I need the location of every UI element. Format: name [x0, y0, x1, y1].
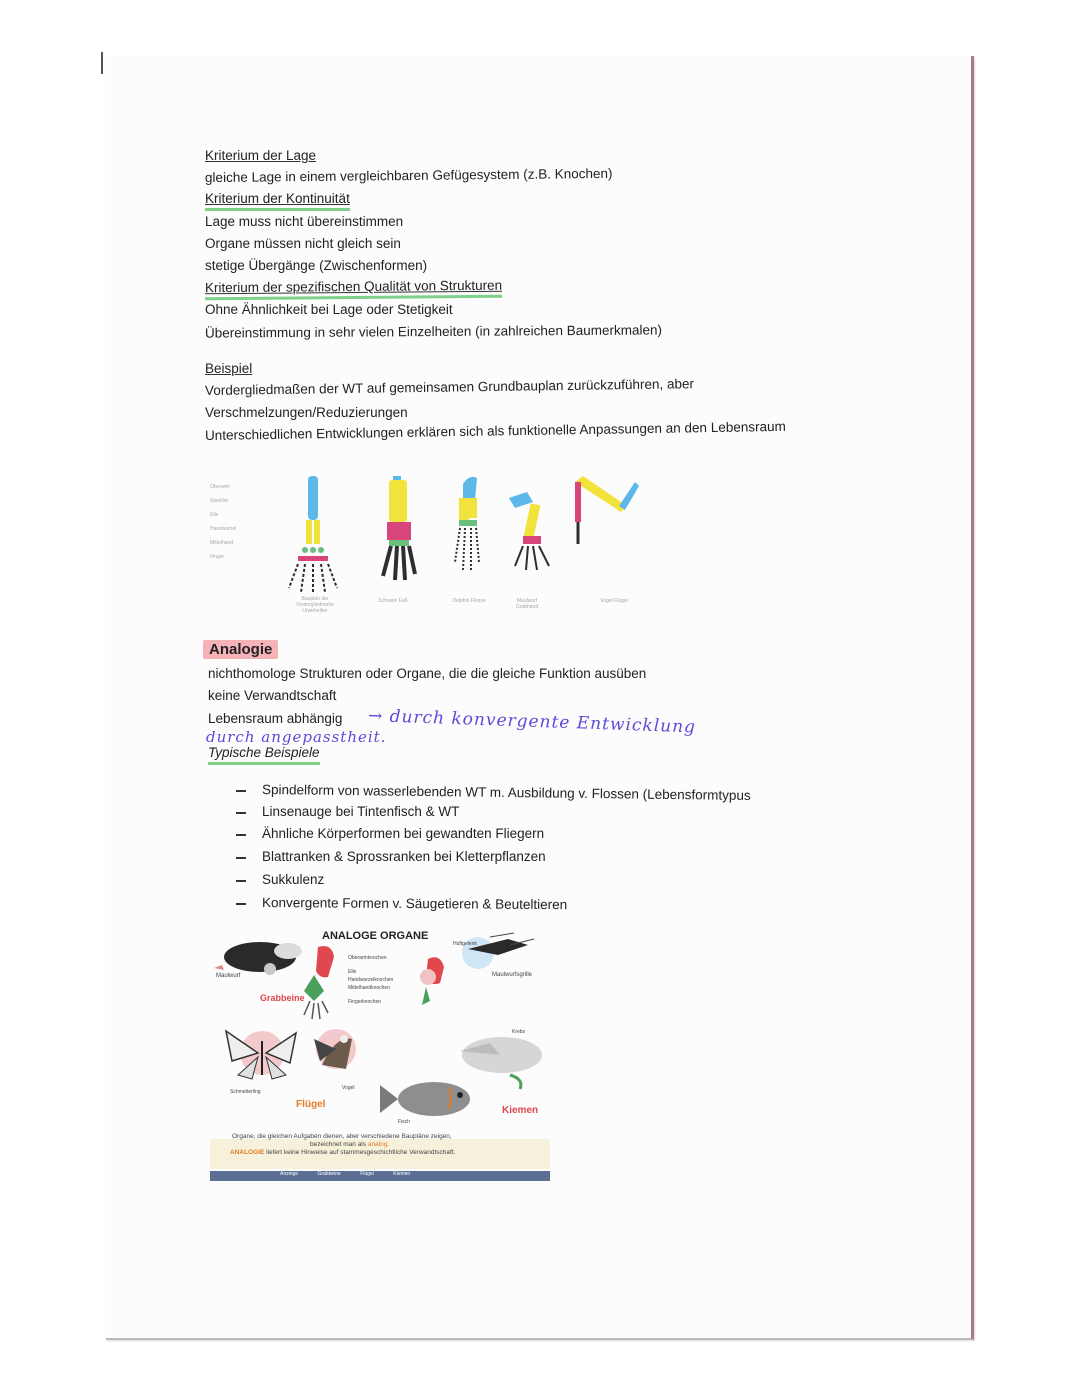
list-item: Konvergente Formen v. Säugetieren & Beuteltieren: [261, 895, 568, 913]
text-lage-desc: gleiche Lage in einem vergleichbaren Gefügesystem (z.B. Knochen): [204, 165, 613, 186]
text-analogie-1: nichthomologe Strukturen oder Organe, die die gleiche Funktion ausüben: [208, 666, 647, 681]
legend-handwurzel: Handwurzel: [210, 526, 237, 532]
limb-vogel: [575, 476, 639, 544]
fisch-drawing: [380, 1082, 470, 1116]
label-mittelhandknochen: Mittelhandknochen: [348, 985, 390, 991]
heading-beispiel: Beispiel: [205, 361, 253, 376]
text-beispiel-3: Unterschiedlichen Entwicklungen erklären sich als funktionelle Anpassungen an den Lebensraum: [204, 418, 786, 443]
label-maulwurf: Maulwurf: [216, 973, 241, 979]
label-fingerknochen: Fingerknochen: [348, 999, 382, 1005]
text-beispiel-2: Verschmelzungen/Reduzierungen: [205, 405, 408, 420]
nav-grabbeine-button[interactable]: Grabbeine: [317, 1171, 341, 1177]
organ-nav-bar: [280, 1171, 410, 1177]
legend-oberarm: Oberarm: [210, 484, 230, 490]
organ-caption-line3: [230, 1149, 455, 1156]
label-huftgelenk: Hüftgelenk: [453, 941, 477, 947]
schmetterling-drawing: [226, 1031, 296, 1079]
text-analogie-2: keine Verwandtschaft: [208, 688, 337, 703]
text-kont-1: Lage muss nicht übereinstimmen: [205, 214, 404, 229]
bullet-dash: [236, 903, 246, 905]
organ-caption-analogie: ANALOGIE: [230, 1149, 265, 1156]
analoge-organe-figure: [210, 925, 550, 1185]
page-edge-mark: [101, 52, 103, 74]
limb-delphin: [455, 477, 479, 570]
caption-maulwurf: Maulwurf Grabhand: [515, 598, 539, 610]
maulwurfsgrille-drawing: [462, 933, 534, 969]
bullet-dash: [236, 812, 246, 814]
label-fluegel: Flügel: [296, 1099, 326, 1110]
text-beispiel-1: Vordergliedmaßen der WT auf gemeinsamen Grundbauplan zurückzuführen, aber: [204, 376, 695, 398]
organ-caption-text: bezeichnet man als: [310, 1141, 367, 1148]
list-item: Spindelform von wasserlebenden WT m. Ausbildung v. Flossen (Lebensformtypus: [261, 782, 751, 803]
nav-anzeige-button[interactable]: Anzeige: [280, 1171, 299, 1177]
heading-kriterium-kontinuitaet: Kriterium der Kontinuität: [205, 190, 350, 211]
organ-caption-analog: analog.: [367, 1141, 390, 1148]
legend-speiche: Speiche: [210, 498, 229, 504]
label-vogel: Vogel: [342, 1085, 355, 1091]
text-analogie-3: Lebensraum abhängig: [208, 711, 343, 726]
bullet-dash: [236, 790, 246, 792]
vogel-drawing: [314, 1029, 356, 1069]
bullet-dash: [236, 857, 246, 859]
label-krebs: Krebs: [512, 1029, 526, 1035]
handwritten-note-angepasstheit: durch angepasstheit.: [206, 728, 387, 746]
text-kont-3: stetige Übergänge (Zwischenformen): [205, 258, 428, 273]
text-spez-1: Ohne Ähnlichkeit bei Lage oder Stetigkeit: [205, 302, 453, 317]
text-kont-2: Organe müssen nicht gleich sein: [205, 236, 401, 251]
limb-maulwurf: [509, 492, 549, 570]
heading-analogie: Analogie: [203, 640, 278, 659]
bullet-dash: [236, 880, 246, 882]
label-elle: Elle: [348, 969, 357, 975]
grabbein-drawing: [304, 946, 334, 1019]
label-kiemen: Kiemen: [502, 1105, 539, 1116]
label-maulwurfsgrille: Maulwurfsgrille: [492, 972, 533, 978]
grillenbein-drawing: [420, 957, 444, 1005]
legend-elle: Elle: [210, 512, 219, 518]
organ-caption-line2: [310, 1141, 389, 1148]
caption-schwein: Schwein Fuß: [378, 598, 408, 604]
text-spez-2: Übereinstimmung in sehr vielen Einzelheiten (in zahlreichen Baumerkmalen): [204, 322, 663, 341]
heading-kriterium-lage: Kriterium der Lage: [205, 148, 317, 163]
list-item: Ähnliche Körperformen bei gewandten Fliegern: [262, 826, 545, 841]
handwritten-note-konvergent: → durch konvergente Entwicklung: [367, 706, 697, 738]
label-oberarmknochen: Oberarmknochen: [348, 955, 387, 961]
label-grabbeine: Grabbeine: [260, 993, 305, 1003]
limb-schwein: [383, 476, 415, 580]
list-item: Blattranken & Sprossranken bei Kletterpflanzen: [262, 849, 546, 864]
label-schmetterling: Schmetterling: [230, 1089, 261, 1095]
legend-mittelhand: Mittelhand: [210, 540, 234, 546]
list-item: Linsenauge bei Tintenfisch & WT: [262, 804, 460, 819]
heading-typische-beispiele: Typische Beispiele: [208, 744, 320, 765]
caption-delphin: Delphin Flosse: [452, 598, 486, 604]
caption-bauplan: Bauplan der Vordergliedmaße Urwirbeltier: [295, 596, 335, 614]
limb-drawings: [205, 470, 665, 605]
legend-finger: Finger: [210, 554, 225, 560]
label-handwurzelknochen: Handwurzelknochen: [348, 977, 394, 983]
list-item: Sukkulenz: [262, 872, 325, 887]
organ-caption-text2: liefert keine Hinweise auf stammesgeschichtliche Verwandtschaft.: [266, 1149, 456, 1156]
organ-caption-line1: Organe, die gleichen Aufgaben dienen, aber verschiedene Baupläne zeigen,: [232, 1133, 452, 1140]
nav-fluegel-button[interactable]: Flügel: [360, 1171, 374, 1177]
organ-figure-title: ANALOGE ORGANE: [322, 930, 429, 942]
caption-vogel: Vogel Flügel: [600, 598, 628, 604]
heading-kriterium-spezifisch: Kriterium der spezifischen Qualität von Strukturen: [205, 277, 502, 301]
label-fisch: Fisch: [398, 1119, 410, 1125]
nav-kiemen-button[interactable]: Kiemen: [393, 1171, 411, 1177]
limb-bauplan: [289, 476, 337, 594]
limb-homology-figure: [205, 470, 665, 630]
bullet-dash: [236, 834, 246, 836]
krebs-drawing: [460, 1037, 542, 1089]
maulwurf-drawing: [214, 942, 302, 975]
